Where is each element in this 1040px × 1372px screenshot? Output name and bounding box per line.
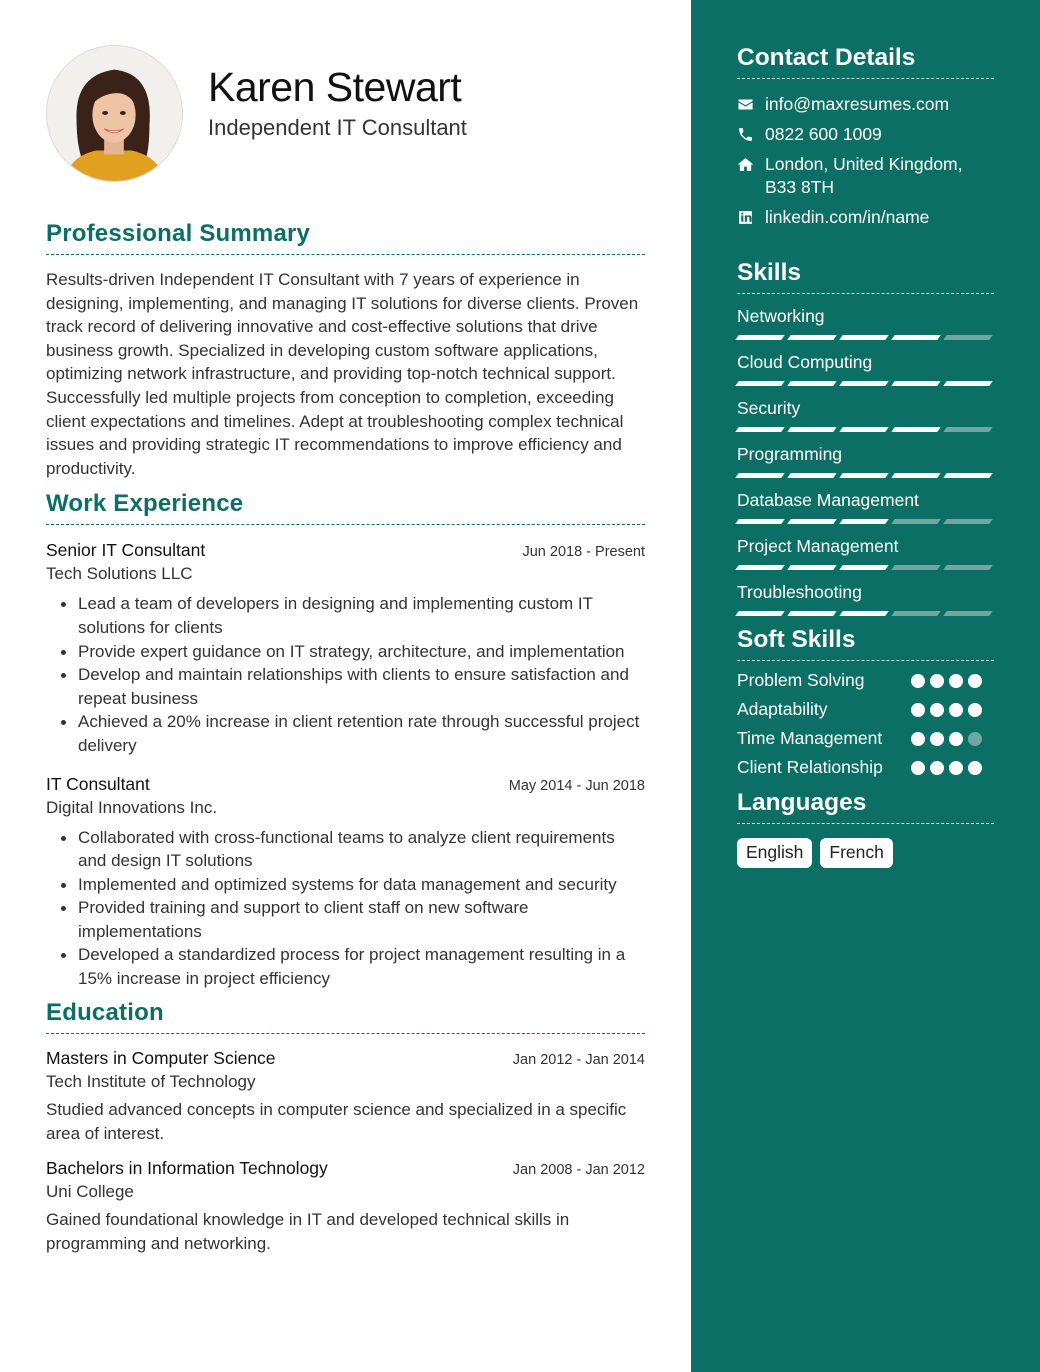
rating-dot (968, 732, 982, 746)
skills-heading: Skills (737, 259, 994, 294)
skill-level-segment (839, 381, 889, 386)
education-date: Jan 2008 - Jan 2012 (512, 1161, 645, 1178)
rating-dot (968, 674, 982, 688)
contact-phone (737, 123, 994, 146)
job-header (46, 774, 645, 795)
education-section (46, 999, 645, 1256)
education-entry (46, 1048, 645, 1146)
profile-photo (47, 46, 182, 181)
skill-level-segment (735, 427, 785, 432)
skill-level-segment (891, 335, 941, 340)
candidate-role: Independent IT Consultant (208, 114, 467, 140)
home-icon (737, 153, 765, 176)
job-date: Jun 2018 - Present (522, 544, 645, 561)
skill-level-segment (735, 611, 785, 616)
skill-level-segment (891, 381, 941, 386)
skills-section (737, 259, 994, 616)
skill-name: Troubleshooting (737, 582, 862, 602)
skill-name: Security (737, 398, 801, 418)
summary-section (46, 220, 645, 480)
skills-list (737, 306, 994, 616)
skill-level-segment (943, 381, 993, 386)
soft-skill-item (737, 698, 994, 721)
skill-item (737, 490, 994, 524)
rating-dot (911, 703, 925, 717)
education-entry (46, 1158, 645, 1256)
degree-title: Bachelors in Information Technology (46, 1157, 328, 1178)
skill-level-segment (943, 473, 993, 478)
skill-level-bar (737, 473, 994, 478)
skill-level-segment (839, 611, 889, 616)
skill-name: Database Management (737, 490, 919, 510)
skill-item (737, 398, 994, 432)
skill-level-segment (787, 381, 837, 386)
contact-list (737, 93, 994, 229)
skill-name: Networking (737, 306, 825, 326)
rating-dot (911, 761, 925, 775)
skill-level-segment (943, 565, 993, 570)
job-bullet: Achieved a 20% increase in client retention rate through successful project delivery (78, 710, 645, 757)
contact-linkedin (737, 206, 994, 229)
education-header (46, 1048, 645, 1069)
skill-level-segment (787, 611, 837, 616)
skill-level-segment (787, 473, 837, 478)
skill-name: Programming (737, 444, 843, 464)
soft-skill-name: Client Relationship (737, 757, 883, 777)
linkedin-text[interactable]: linkedin.com/in/name (765, 207, 930, 227)
skill-level-segment (839, 473, 889, 478)
candidate-name: Karen Stewart (208, 63, 462, 110)
summary-text: Results-driven Independent IT Consultant with 7 years of experience in designing, implementing, and managing IT solutions for diverse clients. Proven track record of delivering innovative and cost-effective solutions that drive business growth. Specialized in developing custom software applications, optimizing network infrastructure, and providing top-notch technical support. Successfully led multiple projects from conception to completion, exceeding client expectations and timelines. Adept at troubleshooting complex technical issues and providing strategic IT recommendations to improve efficiency and productivity. (46, 270, 639, 478)
soft-skill-rating (911, 674, 994, 688)
skill-level-segment (891, 427, 941, 432)
skill-level-segment (839, 335, 889, 340)
address-text: London, United Kingdom, B33 8TH (765, 154, 963, 197)
skill-level-segment (943, 519, 993, 524)
job-bullet: Provided training and support to client staff on new software implementations (78, 896, 645, 943)
contact-heading: Contact Details (737, 44, 994, 79)
skill-level-segment (787, 335, 837, 340)
skill-level-segment (787, 565, 837, 570)
job-title: Senior IT Consultant (46, 540, 206, 561)
skill-level-segment (735, 335, 785, 340)
skill-level-segment (839, 519, 889, 524)
soft-skill-name: Problem Solving (737, 670, 865, 690)
rating-dot (949, 732, 963, 746)
skill-level-segment (735, 473, 785, 478)
skill-item (737, 306, 994, 340)
skill-item (737, 444, 994, 478)
soft-skill-name: Time Management (737, 728, 883, 748)
job-company: Digital Innovations Inc. (46, 797, 218, 817)
language-chip: French (820, 838, 892, 868)
skill-level-bar (737, 519, 994, 524)
languages-section (737, 789, 994, 868)
contact-section (737, 44, 994, 229)
languages-heading: Languages (737, 789, 994, 824)
skill-level-bar (737, 565, 994, 570)
job-date: May 2014 - Jun 2018 (508, 777, 645, 794)
skill-level-segment (943, 335, 993, 340)
skill-level-bar (737, 335, 994, 340)
skill-level-bar (737, 427, 994, 432)
skill-level-segment (891, 611, 941, 616)
contact-address (737, 153, 994, 199)
skill-level-bar (737, 611, 994, 616)
name-block (208, 63, 467, 141)
job-bullet: Develop and maintain relationships with clients to ensure satisfaction and repeat business (78, 663, 645, 710)
skill-level-segment (735, 381, 785, 386)
education-heading: Education (46, 999, 645, 1034)
phone-icon (737, 123, 765, 146)
experience-heading: Work Experience (46, 490, 645, 525)
skill-item (737, 536, 994, 570)
sidebar (691, 0, 1040, 1372)
skill-item (737, 582, 994, 616)
soft-skills-heading: Soft Skills (737, 626, 994, 661)
contact-email (737, 93, 994, 116)
education-date: Jan 2012 - Jan 2014 (512, 1051, 645, 1068)
school-name: Uni College (46, 1181, 134, 1201)
resume-header (46, 45, 645, 182)
soft-skill-name: Adaptability (737, 699, 828, 719)
rating-dot (911, 732, 925, 746)
job-entry (46, 774, 645, 991)
rating-dot (968, 761, 982, 775)
job-bullets (46, 826, 645, 991)
envelope-icon (737, 93, 765, 116)
skill-level-segment (943, 611, 993, 616)
rating-dot (949, 703, 963, 717)
job-bullet: Provide expert guidance on IT strategy, architecture, and implementation (78, 640, 645, 664)
skill-level-segment (787, 427, 837, 432)
job-bullet: Implemented and optimized systems for data management and security (78, 873, 645, 897)
degree-title: Masters in Computer Science (46, 1047, 276, 1068)
rating-dot (949, 761, 963, 775)
skill-level-segment (735, 565, 785, 570)
job-entry (46, 540, 645, 757)
job-header (46, 540, 645, 561)
soft-skill-rating (911, 732, 994, 746)
avatar (46, 45, 183, 182)
soft-skills-list (737, 669, 994, 779)
job-title: IT Consultant (46, 773, 150, 794)
skill-level-segment (787, 519, 837, 524)
rating-dot (930, 674, 944, 688)
skill-item (737, 352, 994, 386)
experience-section (46, 490, 645, 990)
skill-level-bar (737, 381, 994, 386)
soft-skill-item (737, 727, 994, 750)
education-header (46, 1158, 645, 1179)
email-text[interactable]: info@maxresumes.com (765, 94, 950, 114)
job-company: Tech Solutions LLC (46, 564, 193, 584)
rating-dot (949, 674, 963, 688)
languages-list (737, 838, 994, 868)
language-chip: English (737, 838, 812, 868)
skill-name: Project Management (737, 536, 899, 556)
soft-skills-section (737, 626, 994, 779)
soft-skill-item (737, 756, 994, 779)
rating-dot (930, 761, 944, 775)
skill-name: Cloud Computing (737, 352, 873, 372)
linkedin-icon (737, 206, 765, 229)
education-description: Studied advanced concepts in computer science and specialized in a specific area of interest. (46, 1099, 627, 1143)
rating-dot (930, 732, 944, 746)
job-bullet: Developed a standardized process for project management resulting in a 15% increase in project efficiency (78, 943, 645, 990)
education-description: Gained foundational knowledge in IT and developed technical skills in programming and networking. (46, 1209, 570, 1253)
skill-level-segment (891, 565, 941, 570)
job-bullets (46, 592, 645, 757)
skill-level-segment (839, 565, 889, 570)
rating-dot (911, 674, 925, 688)
rating-dot (968, 703, 982, 717)
skill-level-segment (891, 473, 941, 478)
skill-level-segment (891, 519, 941, 524)
summary-heading: Professional Summary (46, 220, 645, 255)
soft-skill-rating (911, 703, 994, 717)
skill-level-segment (735, 519, 785, 524)
rating-dot (930, 703, 944, 717)
soft-skill-item (737, 669, 994, 692)
skill-level-segment (839, 427, 889, 432)
job-bullet: Lead a team of developers in designing and implementing custom IT solutions for clients (78, 592, 645, 639)
job-bullet: Collaborated with cross-functional teams to analyze client requirements and design IT solutions (78, 826, 645, 873)
soft-skill-rating (911, 761, 994, 775)
phone-text[interactable]: 0822 600 1009 (765, 124, 882, 144)
school-name: Tech Institute of Technology (46, 1071, 256, 1091)
skill-level-segment (943, 427, 993, 432)
